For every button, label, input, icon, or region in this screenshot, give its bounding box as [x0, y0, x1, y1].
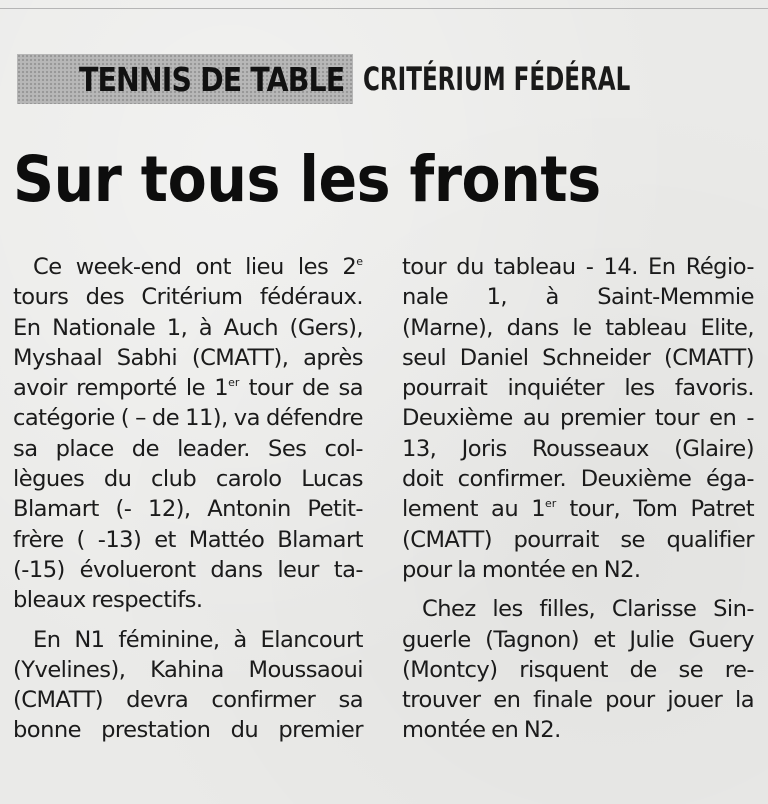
- rubric-subtitle: CRITÉRIUM FÉDÉRAL: [363, 60, 631, 98]
- text-line: tours des Critérium fédéraux.: [13, 284, 363, 311]
- article-headline: Sur tous les fronts: [13, 143, 601, 216]
- column-left: [13, 252, 363, 746]
- text-line: Ce week-end ont lieu les 2e: [33, 254, 363, 280]
- text-line: sa place de leader. Ses col-: [13, 435, 363, 462]
- text-line: En N1 féminine, à Elancourt: [33, 626, 363, 653]
- text-line: (Montcy) risquent de se re-: [402, 656, 754, 683]
- text-line: En Nationale 1, à Auch (Gers),: [13, 314, 363, 341]
- paragraph: [402, 594, 754, 745]
- column-right: [402, 252, 754, 746]
- text-line: (CMATT) devra confirmer sa: [13, 687, 363, 714]
- text-line: trouver en finale pour jouer la: [402, 687, 754, 714]
- text-line: (Marne), dans le tableau Elite,: [402, 314, 754, 341]
- section-rubric: [17, 54, 735, 104]
- text-line: guerle (Tagnon) et Julie Guery: [402, 626, 754, 653]
- text-line: catégorie ( – de 11), va défendre: [13, 405, 363, 432]
- text-line: Blamart (- 12), Antonin Petit-: [13, 496, 363, 523]
- rubric-title: TENNIS DE TABLE: [79, 59, 345, 99]
- text-line: frère ( -13) et Mattéo Blamart: [13, 526, 363, 553]
- text-line: avoir remporté le 1er tour de sa: [13, 375, 363, 402]
- text-line: pourrait inquiéter les favoris.: [402, 375, 754, 402]
- text-line: seul Daniel Schneider (CMATT): [402, 344, 754, 371]
- text-line: pour la montée en N2.: [402, 556, 641, 583]
- paragraph: [13, 252, 363, 616]
- text-line: lègues du club carolo Lucas: [13, 466, 363, 493]
- rubric-box: [17, 54, 353, 104]
- text-line: 13, Joris Rousseaux (Glaire): [402, 435, 754, 462]
- text-line: Myshaal Sabhi (CMATT), après: [13, 344, 363, 371]
- text-line: bleaux respectifs.: [13, 587, 203, 614]
- text-line: Deuxième au premier tour en -: [402, 405, 754, 432]
- text-line: lement au 1er tour, Tom Patret: [402, 496, 755, 523]
- paragraph: [13, 625, 363, 746]
- text-line: bonne prestation du premier: [13, 717, 363, 744]
- text-line: (Yvelines), Kahina Moussaoui: [13, 656, 363, 683]
- text-line: doit confirmer. Deuxième éga-: [402, 466, 754, 493]
- text-line: montée en N2.: [402, 717, 561, 744]
- text-line: (-15) évolueront dans leur ta-: [13, 556, 363, 583]
- text-line: Chez les filles, Clarisse Sin-: [422, 596, 754, 623]
- text-line: tour du tableau - 14. En Régio-: [402, 254, 754, 280]
- text-line: nale 1, à Saint-Memmie: [402, 284, 754, 311]
- paragraph: [402, 252, 754, 585]
- top-rule: [0, 8, 768, 9]
- text-line: (CMATT) pourrait se qualifier: [402, 526, 754, 553]
